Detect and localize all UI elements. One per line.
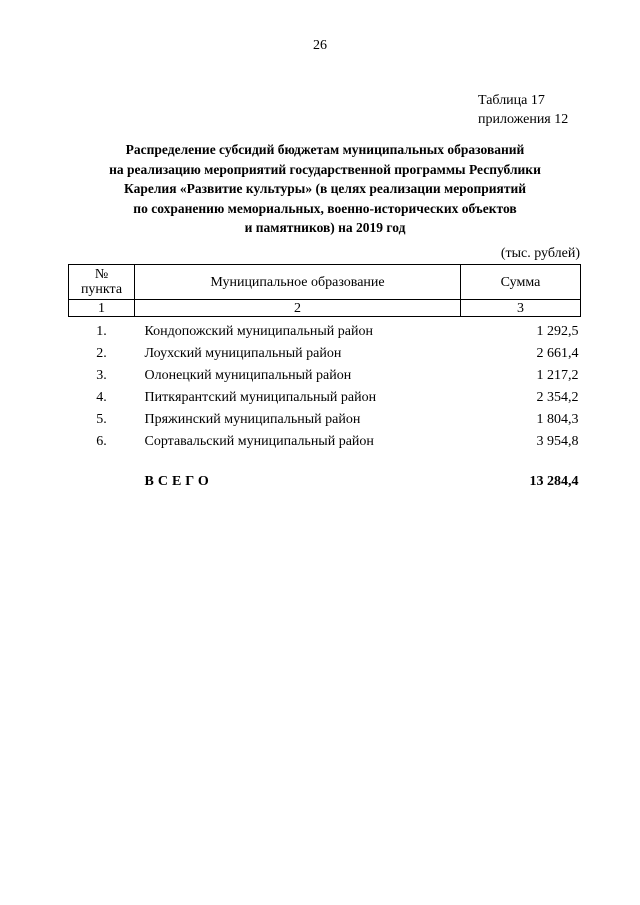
table-row — [69, 365, 581, 387]
row-municipality: Лоухский муниципальный район — [144, 346, 342, 361]
row-number: 4. — [96, 390, 107, 405]
title-line: по сохранению мемориальных, военно-исторических объектов — [133, 200, 517, 216]
index-cell: 2 — [135, 300, 461, 317]
title-line: Распределение субсидий бюджетам муниципальных образований — [125, 142, 525, 157]
index-cell: 3 — [461, 300, 581, 317]
table-header-row — [69, 265, 581, 300]
table-index-row — [69, 300, 581, 317]
title-line: и памятников) на 2019 год — [244, 220, 406, 235]
index-cell: 1 — [69, 300, 135, 317]
row-number: 3. — [96, 368, 107, 383]
title-line: на реализацию мероприятий государственной программы Республики — [109, 161, 541, 177]
total-label: ВСЕГО — [144, 474, 213, 489]
header-municipality: Муниципальное образование — [135, 265, 461, 300]
header-number-symbol: № — [94, 267, 109, 282]
table-row — [69, 409, 581, 431]
row-number: 2. — [96, 346, 107, 361]
subsidy-table — [68, 264, 581, 493]
row-sum: 1 217,2 — [536, 368, 579, 383]
total-row — [69, 471, 581, 493]
header-sum: Сумма — [461, 265, 581, 300]
header-number-label: пункта — [80, 282, 123, 297]
row-municipality: Сортавальский муниципальный район — [144, 434, 374, 449]
header-item-number — [69, 265, 135, 300]
row-municipality: Питкярантский муниципальный район — [144, 390, 377, 405]
row-number: 5. — [96, 412, 107, 427]
total-sum: 13 284,4 — [529, 474, 579, 489]
row-sum: 1 804,3 — [536, 412, 579, 427]
document-title — [70, 140, 580, 238]
table-reference-appendix: приложения 12 — [478, 112, 569, 127]
row-municipality: Кондопожский муниципальный район — [144, 324, 373, 339]
row-municipality: Пряжинский муниципальный район — [144, 412, 361, 427]
title-line: Карелия «Развитие культуры» (в целях реализации мероприятий — [123, 181, 527, 196]
table-reference-number: Таблица 17 — [478, 93, 545, 108]
table-row — [69, 343, 581, 365]
table-reference — [478, 91, 568, 129]
table-row — [69, 431, 581, 453]
row-number: 1. — [96, 324, 107, 339]
row-sum: 2 354,2 — [536, 390, 579, 405]
units-label: (тыс. рублей) — [500, 246, 580, 261]
row-sum: 1 292,5 — [536, 324, 579, 339]
row-sum: 3 954,8 — [536, 434, 579, 449]
table-row — [69, 321, 581, 343]
row-number: 6. — [96, 434, 107, 449]
table-row — [69, 387, 581, 409]
page-number: 26 — [313, 38, 327, 53]
row-municipality: Олонецкий муниципальный район — [144, 368, 352, 383]
row-sum: 2 661,4 — [536, 346, 579, 361]
